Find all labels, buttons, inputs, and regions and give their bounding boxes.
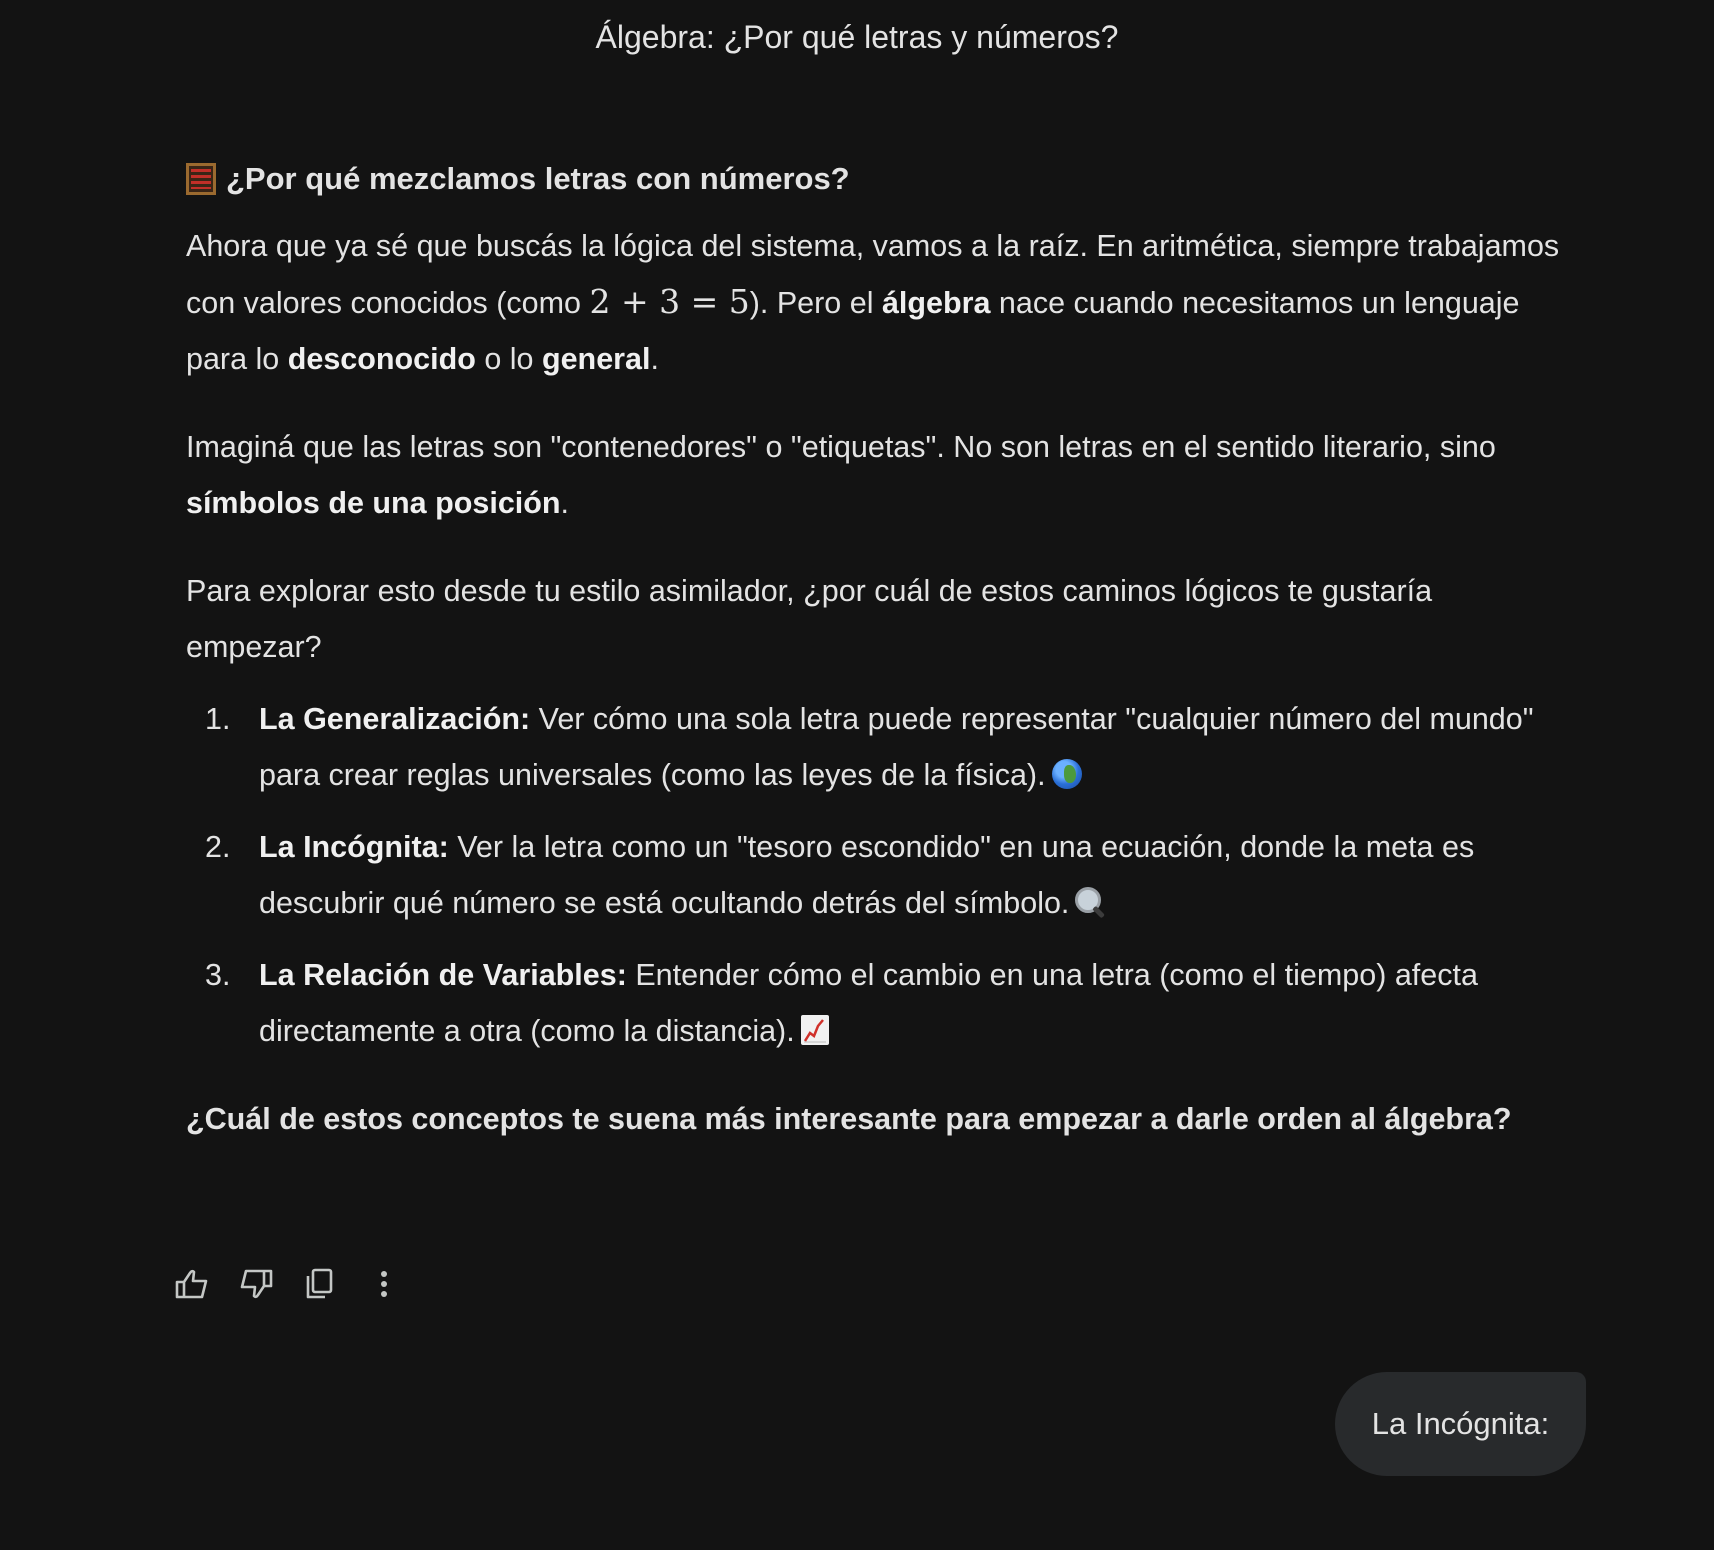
text: . — [560, 486, 570, 520]
abacus-icon — [186, 163, 216, 195]
more-options-button[interactable] — [362, 1262, 406, 1306]
response-actions — [170, 1262, 406, 1306]
option-title: La Incógnita: — [259, 830, 449, 864]
list-item — [186, 691, 1566, 803]
text: o lo — [475, 342, 542, 376]
option-text: Ver la letra como un "tesoro escondido" en una ecuación, donde la meta es descubrir qué número se está ocultando detrás del símbolo. — [259, 830, 1475, 920]
math-expression: 2 + 3 = 5 — [589, 282, 750, 321]
bold-text: desconocido — [287, 342, 476, 376]
more-vert-icon — [379, 1270, 389, 1298]
user-message-text: La Incógnita: — [1371, 1406, 1550, 1441]
list-number: 1. — [205, 702, 231, 736]
paragraph-1 — [186, 218, 1566, 387]
option-text: Ver cómo una sola letra puede representar "cualquier número del mundo" para crear reglas universales (como las leyes de la física). — [259, 702, 1534, 792]
copy-button[interactable] — [298, 1262, 342, 1306]
option-text: Entender cómo el cambio en una letra (como el tiempo) afecta directamente a otra (como la distancia). — [259, 958, 1478, 1048]
assistant-response — [186, 150, 1566, 1147]
thumbs-up-button[interactable] — [170, 1262, 214, 1306]
closing-question: ¿Cuál de estos conceptos te suena más interesante para empezar a darle orden al álgebra? — [186, 1102, 1512, 1136]
text: ). Pero el — [749, 286, 882, 320]
list-number: 3. — [205, 958, 231, 992]
list-number: 2. — [205, 830, 231, 864]
thumbs-down-button[interactable] — [234, 1262, 278, 1306]
option-title: La Relación de Variables: — [259, 958, 627, 992]
globe-icon — [1052, 759, 1082, 789]
copy-icon — [305, 1268, 335, 1300]
chart-increasing-icon — [801, 1015, 829, 1045]
thumbs-down-icon — [239, 1269, 273, 1299]
list-item — [186, 947, 1566, 1059]
list-item — [186, 819, 1566, 931]
text: Imaginá que las letras son "contenedores" o "etiquetas". No son letras en el sentido literario, sino — [186, 430, 1496, 464]
paragraph-3: Para explorar esto desde tu estilo asimilador, ¿por cuál de estos caminos lógicos te gustaría empezar? — [186, 574, 1433, 664]
heading-text: ¿Por qué mezclamos letras con números? — [226, 161, 850, 196]
conversation-title: Álgebra: ¿Por qué letras y números? — [595, 19, 1119, 55]
text: Ahora que ya sé que buscás la lógica del sistema, vamos a la raíz. En aritmética, siempre trabajamos con valores conocidos (como — [186, 229, 1560, 320]
text: nace cuando necesitamos un lenguaje para lo — [186, 286, 1520, 376]
text: . — [650, 342, 659, 376]
magnifying-glass-icon — [1075, 887, 1109, 917]
user-message-bubble — [1335, 1372, 1586, 1476]
options-list — [186, 691, 1566, 1059]
option-title: La Generalización: — [259, 702, 531, 736]
response-heading — [186, 150, 1566, 208]
bold-text: general — [541, 342, 651, 376]
bold-text: álgebra — [881, 286, 991, 320]
paragraph-2 — [186, 419, 1566, 531]
thumbs-up-icon — [175, 1269, 209, 1299]
bold-text: símbolos de una posición — [186, 486, 561, 520]
